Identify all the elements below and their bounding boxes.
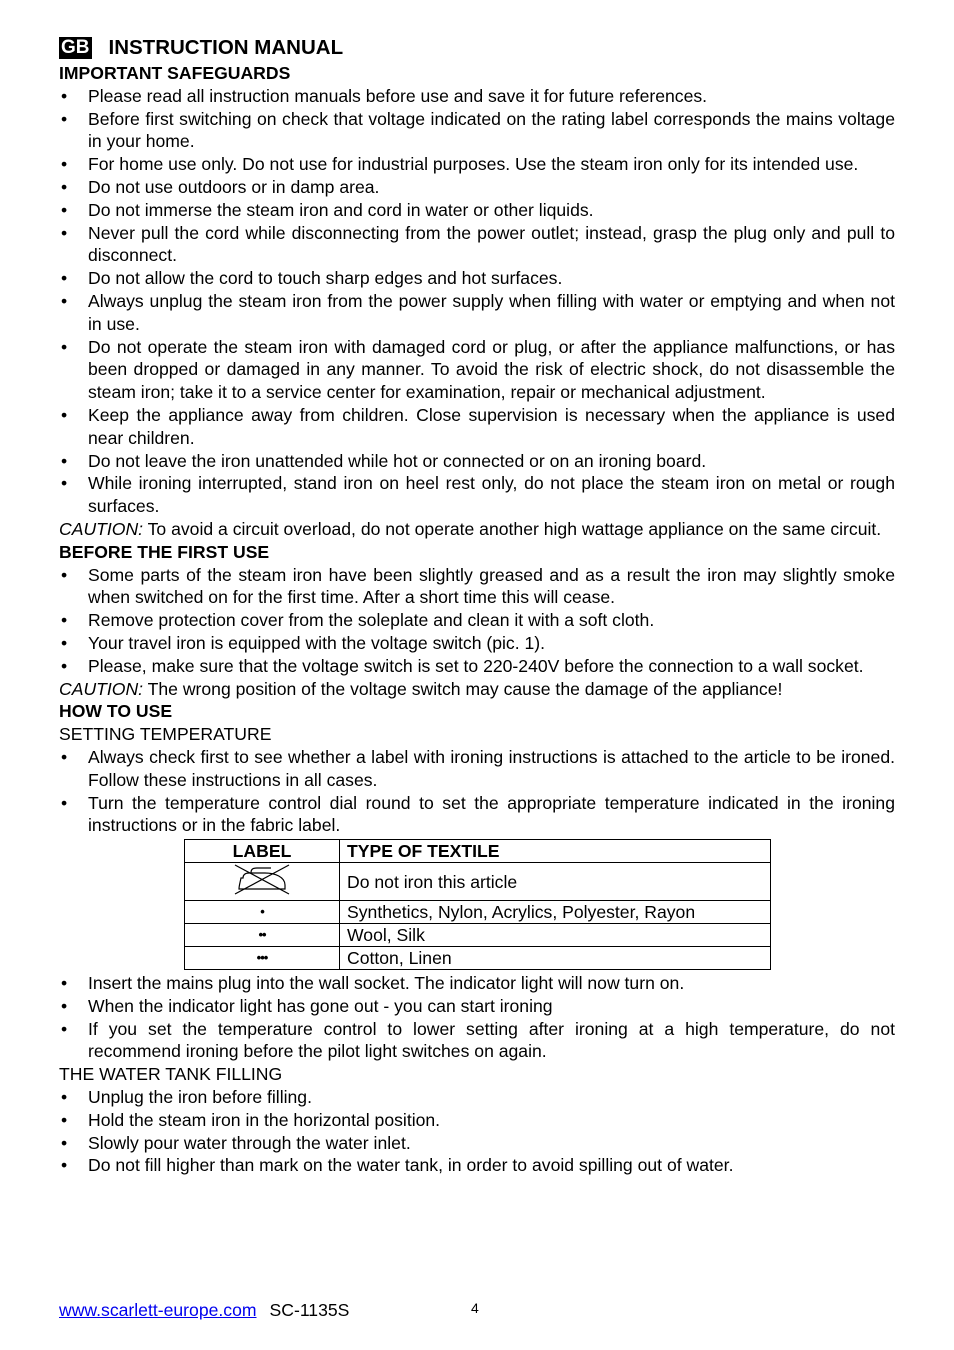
textile-cell: Do not iron this article bbox=[340, 863, 771, 901]
table-row bbox=[185, 924, 771, 947]
label-cell: •• bbox=[185, 924, 340, 947]
list-item: • Keep the appliance away from children. Close supervision is necessary when the appliance is used near children. bbox=[59, 404, 895, 450]
list-item: • Never pull the cord while disconnecting from the power outlet; instead, grasp the plug only and pull to disconnect. bbox=[59, 222, 895, 268]
list-item: • Before first switching on check that voltage indicated on the rating label corresponds the mains voltage in your home. bbox=[59, 108, 895, 154]
how-to-use-heading: HOW TO USE bbox=[59, 701, 173, 722]
list-item: • Always check first to see whether a label with ironing instructions is attached to the article to be ironed. Follow these instructions in all cases. bbox=[59, 746, 895, 792]
label-cell: • bbox=[185, 901, 340, 924]
list-item: • Remove protection cover from the soleplate and clean it with a soft cloth. bbox=[59, 609, 895, 632]
table-row bbox=[185, 947, 771, 970]
page-footer bbox=[59, 1300, 895, 1321]
label-cell bbox=[185, 863, 340, 901]
list-item: • Slowly pour water through the water inlet. bbox=[59, 1132, 895, 1155]
list-item: • While ironing interrupted, stand iron on heel rest only, do not place the steam iron on metal or rough surfaces. bbox=[59, 472, 895, 518]
list-item: • If you set the temperature control to lower setting after ironing at a high temperature, do not recommend ironing before the pilot light switches on again. bbox=[59, 1018, 895, 1064]
textile-column-header: TYPE OF TEXTILE bbox=[340, 840, 771, 863]
website-link[interactable]: www.scarlett-europe.com bbox=[59, 1300, 257, 1320]
temperature-list bbox=[59, 746, 895, 837]
table-row bbox=[185, 901, 771, 924]
list-item: • Turn the temperature control dial round to set the appropriate temperature indicated in the ironing instructions or in the fabric label. bbox=[59, 792, 895, 838]
label-column-header: LABEL bbox=[185, 840, 340, 863]
list-item: • Do not allow the cord to touch sharp edges and hot surfaces. bbox=[59, 267, 895, 290]
caution-text: To avoid a circuit overload, do not operate another high wattage appliance on the same circuit. bbox=[143, 518, 882, 539]
list-item: • Hold the steam iron in the horizontal position. bbox=[59, 1109, 895, 1132]
list-item: • Do not immerse the steam iron and cord in water or other liquids. bbox=[59, 199, 895, 222]
list-item: • Please read all instruction manuals before use and save it for future references. bbox=[59, 85, 895, 108]
list-item: • Do not operate the steam iron with damaged cord or plug, or after the appliance malfunctions, or has been dropped or damaged in any manner. To avoid the risk of electric shock, do not disassemble the steam iron; take it to a service center for examination, repair or mechanical adjustment. bbox=[59, 336, 895, 404]
textile-cell: Synthetics, Nylon, Acrylics, Polyester, Rayon bbox=[340, 901, 771, 924]
manual-page bbox=[59, 34, 895, 1177]
list-item: • Always unplug the steam iron from the power supply when filling with water or emptying and when not in use. bbox=[59, 290, 895, 336]
first-use-caution bbox=[59, 678, 895, 701]
textile-cell: Wool, Silk bbox=[340, 924, 771, 947]
list-item: • Do not use outdoors or in damp area. bbox=[59, 176, 895, 199]
model-number: SC-1135S bbox=[269, 1300, 350, 1320]
caution-label: CAUTION: bbox=[59, 678, 144, 699]
table-header-row bbox=[185, 840, 771, 863]
list-item: • Unplug the iron before filling. bbox=[59, 1086, 895, 1109]
first-use-list bbox=[59, 564, 895, 678]
temperature-subheading: SETTING TEMPERATURE bbox=[59, 724, 272, 745]
water-tank-subheading: THE WATER TANK FILLING bbox=[59, 1064, 283, 1085]
list-item: • Please, make sure that the voltage switch is set to 220-240V before the connection to a wall socket. bbox=[59, 655, 895, 678]
water-tank-list bbox=[59, 1086, 895, 1177]
safeguards-list bbox=[59, 85, 895, 518]
page-number: 4 bbox=[471, 1300, 479, 1316]
caution-label: CAUTION: bbox=[59, 518, 144, 539]
crossed-out-iron-icon bbox=[231, 863, 293, 895]
list-item: • Do not leave the iron unattended while hot or connected or on an ironing board. bbox=[59, 450, 895, 473]
safeguards-heading: IMPORTANT SAFEGUARDS bbox=[59, 63, 291, 83]
list-item: • Your travel iron is equipped with the voltage switch (pic. 1). bbox=[59, 632, 895, 655]
table-row bbox=[185, 863, 771, 901]
textile-table bbox=[184, 839, 771, 970]
textile-cell: Cotton, Linen bbox=[340, 947, 771, 970]
list-item: • For home use only. Do not use for industrial purposes. Use the steam iron only for its intended use. bbox=[59, 153, 895, 176]
safeguards-caution bbox=[59, 518, 895, 541]
page-title: INSTRUCTION MANUAL bbox=[108, 35, 344, 59]
label-cell: ••• bbox=[185, 947, 340, 970]
list-item: • Some parts of the steam iron have been slightly greased and as a result the iron may slightly smoke when switched on for the first time. After a short time this will cease. bbox=[59, 564, 895, 610]
caution-text: The wrong position of the voltage switch may cause the damage of the appliance! bbox=[143, 678, 783, 699]
title-row bbox=[59, 34, 895, 62]
first-use-heading: BEFORE THE FIRST USE bbox=[59, 541, 270, 562]
list-item: • Do not fill higher than mark on the water tank, in order to avoid spilling out of water. bbox=[59, 1154, 895, 1177]
language-badge: GB bbox=[61, 37, 90, 58]
list-item: • When the indicator light has gone out - you can start ironing bbox=[59, 995, 895, 1018]
after-table-list bbox=[59, 972, 895, 1063]
list-item: • Insert the mains plug into the wall socket. The indicator light will now turn on. bbox=[59, 972, 895, 995]
